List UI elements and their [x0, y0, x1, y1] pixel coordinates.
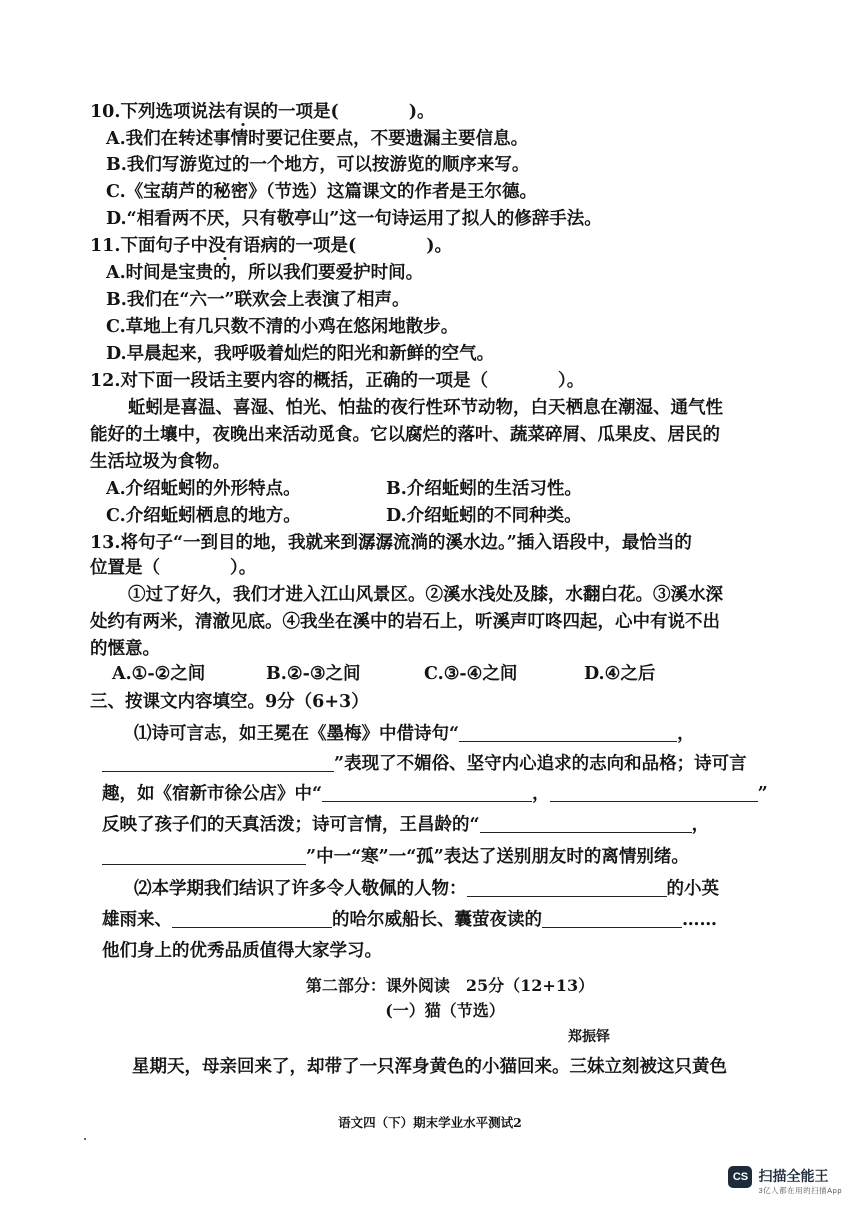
q10-option-b: B.我们写游览过的一个地方，可以按游览的顺序来写。: [106, 155, 530, 175]
q12-option-a: A.介绍蚯蚓的外形特点。: [106, 479, 301, 499]
q11-option-d: D.早晨起来，我呼吸着灿烂的阳光和新鲜的空气。: [106, 344, 495, 364]
section3-p2-text-2a: 雄雨来、: [102, 910, 172, 930]
section3-p1-line-4: [102, 813, 709, 837]
q13-option-b: B.②-③之间: [266, 664, 361, 684]
q12-option-b: B.介绍蚯蚓的生活习性。: [386, 479, 582, 499]
q10-stem-text-2: 的一项是(: [260, 102, 339, 122]
section3-p1-comma-4: ，: [691, 815, 710, 835]
q11-option-b: B.我们在“六一”联欢会上表演了相声。: [106, 290, 410, 310]
blank-wang-changling-line-1[interactable]: [480, 814, 692, 833]
q10-emphasis: 有误: [225, 102, 261, 122]
q12-option-c: C.介绍蚯蚓栖息的地方。: [106, 506, 301, 526]
q10-stem-text: 10.下列选项说法: [90, 102, 226, 122]
q11-stem-close: )。: [426, 236, 453, 256]
section3-p1-quote-3: ”: [757, 784, 768, 804]
part2-title: 第二部分：课外阅读 25分（12+13）: [305, 976, 595, 995]
section3-p1-comma-1: ，: [677, 724, 695, 744]
watermark-name: 扫描全能王: [758, 1168, 829, 1184]
blank-wang-changling-line-2[interactable]: [102, 846, 306, 865]
q13-stem-line-1: 13.将句子“一到目的地，我就来到潺潺流淌的溪水边。”插入语段中，最恰当的: [90, 533, 692, 553]
watermark-text: [758, 1166, 842, 1196]
q13-passage-line-2: 处约有两米，清澈见底。④我坐在溪中的岩石上，听溪声叮咚四起，心中有说不出: [90, 612, 720, 632]
section3-title: 三、按课文内容填空。9分（6+3）: [90, 692, 369, 712]
section3-p2-line-2: [102, 908, 717, 932]
section3-p2-text-1-end: 的小英: [666, 879, 719, 899]
section3-p1-line-2: [102, 752, 747, 776]
q12-option-d: D.介绍蚯蚓的不同种类。: [386, 506, 582, 526]
scan-speck: [84, 1138, 86, 1140]
q12-stem: [90, 369, 584, 393]
q10-option-a: A.我们在转述事情时要记住要点，不要遗漏主要信息。: [106, 129, 529, 149]
camscanner-logo-icon: CS: [728, 1166, 752, 1188]
q13-option-a: A.①-②之间: [112, 664, 206, 684]
section3-p1-text-2: ”表现了不媚俗、坚守内心追求的志向和品格；诗可言: [334, 754, 747, 774]
section3-p1-comma-3: ，: [532, 784, 550, 804]
q13-option-d: D.④之后: [584, 664, 656, 684]
q10-stem: [90, 100, 435, 124]
q11-emphasis: 没有: [207, 236, 243, 256]
part2-first-line: 星期天，母亲回来了，却带了一只浑身黄色的小猫回来。三妹立刻被这只黄色: [132, 1057, 727, 1077]
part2-author: 郑振铎: [568, 1029, 610, 1045]
q10-stem-close: )。: [408, 102, 435, 122]
section3-p2-line-1: [134, 877, 719, 901]
blank-mo-mei-line-1[interactable]: [459, 723, 677, 742]
q11-option-c: C.草地上有几只数不清的小鸡在悠闲地散步。: [106, 317, 459, 337]
section3-p1-text-4: 反映了孩子们的天真活泼；诗可言情，王昌龄的“: [102, 815, 480, 835]
page-footer: 语文四（下）期末学业水平测试2: [338, 1115, 522, 1130]
section3-p1-line-1: [134, 722, 695, 746]
section3-p2-ellipsis: ……: [682, 910, 717, 930]
q11-stem-text-2: 语病的一项是(: [242, 236, 357, 256]
q13-stem-line-2: [90, 556, 256, 580]
q13-stem-close: ）。: [230, 558, 257, 578]
q12-passage-line-1: 蚯蚓是喜温、喜湿、怕光、怕盐的夜行性环节动物，白天栖息在潮湿、通气性: [128, 398, 723, 418]
q11-stem: [90, 234, 452, 258]
blank-xu-gong-dian-line-1[interactable]: [322, 783, 532, 802]
q12-stem-close: ）。: [557, 371, 585, 391]
section3-p1-text-1: ⑴诗可言志，如王冕在《墨梅》中借诗句“: [134, 724, 460, 744]
blank-xu-gong-dian-line-2[interactable]: [550, 783, 758, 802]
q11-option-a: A.时间是宝贵的，所以我们要爱护时间。: [106, 263, 424, 283]
q13-stem-text: 位置是（: [90, 558, 160, 578]
blank-firefly-reader[interactable]: [542, 909, 682, 928]
section3-p1-text-3: 趣，如《宿新市徐公店》中“: [102, 784, 323, 804]
watermark-tagline: 3亿人都在用的扫描App: [758, 1186, 842, 1195]
q10-option-c: C.《宝葫芦的秘密》（节选）这篇课文的作者是王尔德。: [106, 182, 537, 202]
blank-little-hero[interactable]: [467, 878, 667, 897]
q10-option-d: D.“相看两不厌，只有敬亭山”这一句诗运用了拟人的修辞手法。: [106, 209, 602, 229]
section3-p1-line-3: [102, 782, 768, 806]
section3-p1-line-5: [102, 845, 689, 869]
q12-passage-line-2: 能好的土壤中，夜晚出来活动觅食。它以腐烂的落叶、蔬菜碎屑、瓜果皮、居民的: [90, 425, 720, 445]
section3-p2-text-2b: 的哈尔威船长、囊萤夜读的: [332, 910, 542, 930]
section3-p2-line-3: 他们身上的优秀品质值得大家学习。: [102, 941, 382, 961]
section3-p1-text-5: ”中一“寒”一“孤”表达了送别朋友时的离情别绪。: [306, 847, 689, 867]
q13-passage-line-1: ①过了好久，我们才进入江山风景区。②溪水浅处及膝，水翻白花。③溪水深: [128, 585, 723, 605]
part2-subtitle: (一）猫（节选）: [385, 1001, 505, 1020]
q13-option-c: C.③-④之间: [424, 664, 518, 684]
blank-harvey-captain[interactable]: [172, 909, 332, 928]
q11-stem-text: 11.下面句子中: [90, 236, 208, 256]
scanner-watermark: [728, 1166, 842, 1196]
q12-stem-text: 12.对下面一段话主要内容的概括，正确的一项是（: [90, 371, 488, 391]
q13-passage-line-3: 的惬意。: [90, 639, 160, 659]
q12-passage-line-3: 生活垃圾为食物。: [90, 452, 230, 472]
section3-p2-text-1: ⑵本学期我们结识了许多令人敬佩的人物：: [134, 879, 467, 899]
blank-mo-mei-line-2[interactable]: [102, 753, 334, 772]
